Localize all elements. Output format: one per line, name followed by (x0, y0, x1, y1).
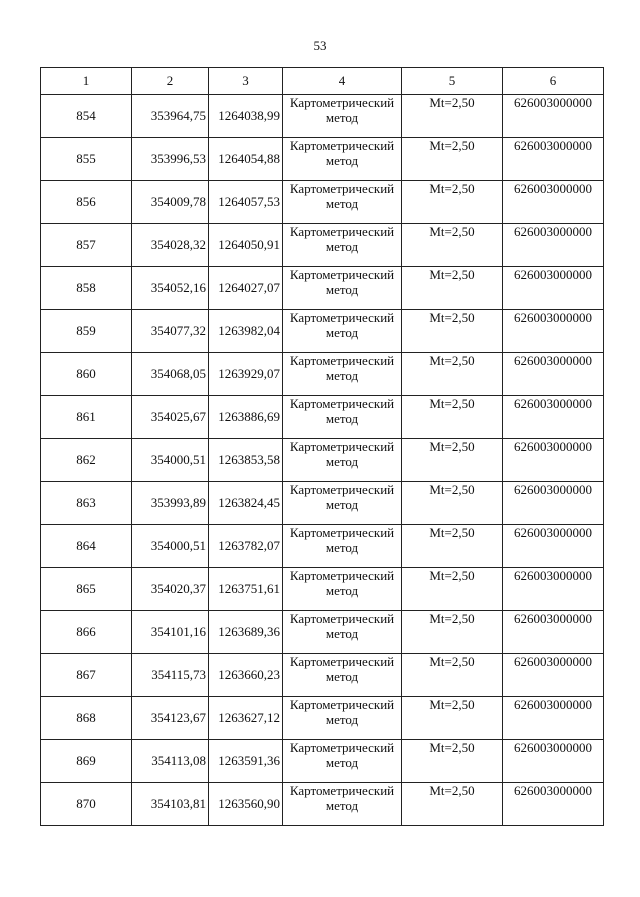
code-cell: 626003000000 (503, 439, 604, 482)
column-header-3: 3 (209, 68, 283, 95)
point-number-cell: 854 (41, 95, 132, 138)
method-line-1: Картометрический (289, 482, 395, 497)
method-cell (283, 740, 402, 783)
x-coordinate-cell: 354052,16 (132, 267, 209, 310)
code-cell: 626003000000 (503, 611, 604, 654)
x-coordinate-cell: 354123,67 (132, 697, 209, 740)
y-coordinate-cell: 1263627,12 (209, 697, 283, 740)
page-number: 53 (313, 38, 327, 53)
table-row (41, 310, 604, 353)
point-number-cell: 858 (41, 267, 132, 310)
y-coordinate-cell: 1263560,90 (209, 783, 283, 826)
accuracy-cell: Mt=2,50 (402, 224, 503, 267)
y-coordinate-cell: 1264054,88 (209, 138, 283, 181)
method-line-1: Картометрический (289, 267, 395, 282)
y-coordinate-cell: 1263591,36 (209, 740, 283, 783)
method-line-1: Картометрический (289, 95, 395, 110)
method-line-1: Картометрический (289, 525, 395, 540)
table-row (41, 568, 604, 611)
method-line-1: Картометрический (289, 654, 395, 669)
code-cell: 626003000000 (503, 138, 604, 181)
table-row (41, 439, 604, 482)
code-cell: 626003000000 (503, 654, 604, 697)
point-number-cell: 861 (41, 396, 132, 439)
method-cell (283, 482, 402, 525)
method-cell (283, 267, 402, 310)
y-coordinate-cell: 1263853,58 (209, 439, 283, 482)
code-cell: 626003000000 (503, 396, 604, 439)
table-row (41, 95, 604, 138)
table-header-row (41, 68, 604, 95)
method-line-2: метод (325, 196, 359, 211)
point-number-cell: 865 (41, 568, 132, 611)
table-row (41, 181, 604, 224)
accuracy-cell: Mt=2,50 (402, 310, 503, 353)
code-cell: 626003000000 (503, 310, 604, 353)
y-coordinate-cell: 1263689,36 (209, 611, 283, 654)
method-line-1: Картометрический (289, 611, 395, 626)
method-cell (283, 138, 402, 181)
x-coordinate-cell: 353964,75 (132, 95, 209, 138)
method-cell (283, 654, 402, 697)
accuracy-cell: Mt=2,50 (402, 439, 503, 482)
table-row (41, 654, 604, 697)
point-number-cell: 863 (41, 482, 132, 525)
accuracy-cell: Mt=2,50 (402, 267, 503, 310)
y-coordinate-cell: 1264027,07 (209, 267, 283, 310)
x-coordinate-cell: 354113,08 (132, 740, 209, 783)
x-coordinate-cell: 354068,05 (132, 353, 209, 396)
code-cell: 626003000000 (503, 224, 604, 267)
method-line-1: Картометрический (289, 181, 395, 196)
method-line-2: метод (325, 282, 359, 297)
method-line-2: метод (325, 368, 359, 383)
table-row (41, 740, 604, 783)
table-row (41, 697, 604, 740)
code-cell: 626003000000 (503, 783, 604, 826)
accuracy-cell: Mt=2,50 (402, 525, 503, 568)
accuracy-cell: Mt=2,50 (402, 654, 503, 697)
point-number-cell: 867 (41, 654, 132, 697)
table-row (41, 611, 604, 654)
method-cell (283, 568, 402, 611)
accuracy-cell: Mt=2,50 (402, 482, 503, 525)
x-coordinate-cell: 354009,78 (132, 181, 209, 224)
point-number-cell: 862 (41, 439, 132, 482)
accuracy-cell: Mt=2,50 (402, 353, 503, 396)
x-coordinate-cell: 354115,73 (132, 654, 209, 697)
accuracy-cell: Mt=2,50 (402, 783, 503, 826)
accuracy-cell: Mt=2,50 (402, 697, 503, 740)
y-coordinate-cell: 1263751,61 (209, 568, 283, 611)
x-coordinate-cell: 354077,32 (132, 310, 209, 353)
accuracy-cell: Mt=2,50 (402, 396, 503, 439)
table-row (41, 396, 604, 439)
point-number-cell: 869 (41, 740, 132, 783)
point-number-cell: 857 (41, 224, 132, 267)
code-cell: 626003000000 (503, 525, 604, 568)
method-cell (283, 224, 402, 267)
point-number-cell: 855 (41, 138, 132, 181)
method-line-2: метод (325, 411, 359, 426)
code-cell: 626003000000 (503, 568, 604, 611)
method-line-1: Картометрический (289, 224, 395, 239)
table-row (41, 525, 604, 568)
table-row (41, 138, 604, 181)
coordinates-table (40, 67, 604, 826)
accuracy-cell: Mt=2,50 (402, 181, 503, 224)
x-coordinate-cell: 353993,89 (132, 482, 209, 525)
method-line-1: Картометрический (289, 439, 395, 454)
method-line-2: метод (325, 454, 359, 469)
point-number-cell: 860 (41, 353, 132, 396)
code-cell: 626003000000 (503, 267, 604, 310)
method-line-2: метод (325, 497, 359, 512)
point-number-cell: 864 (41, 525, 132, 568)
code-cell: 626003000000 (503, 181, 604, 224)
method-cell (283, 310, 402, 353)
y-coordinate-cell: 1263660,23 (209, 654, 283, 697)
y-coordinate-cell: 1263824,45 (209, 482, 283, 525)
x-coordinate-cell: 354000,51 (132, 439, 209, 482)
column-header-6: 6 (503, 68, 604, 95)
table-row (41, 482, 604, 525)
y-coordinate-cell: 1263929,07 (209, 353, 283, 396)
table-row (41, 267, 604, 310)
x-coordinate-cell: 354103,81 (132, 783, 209, 826)
y-coordinate-cell: 1264050,91 (209, 224, 283, 267)
y-coordinate-cell: 1264038,99 (209, 95, 283, 138)
method-line-2: метод (325, 755, 359, 770)
point-number-cell: 868 (41, 697, 132, 740)
method-line-1: Картометрический (289, 396, 395, 411)
x-coordinate-cell: 354025,67 (132, 396, 209, 439)
method-line-1: Картометрический (289, 697, 395, 712)
point-number-cell: 870 (41, 783, 132, 826)
method-line-1: Картометрический (289, 740, 395, 755)
method-line-1: Картометрический (289, 568, 395, 583)
x-coordinate-cell: 354101,16 (132, 611, 209, 654)
x-coordinate-cell: 353996,53 (132, 138, 209, 181)
point-number-cell: 859 (41, 310, 132, 353)
method-line-2: метод (325, 540, 359, 555)
accuracy-cell: Mt=2,50 (402, 740, 503, 783)
code-cell: 626003000000 (503, 740, 604, 783)
x-coordinate-cell: 354020,37 (132, 568, 209, 611)
point-number-cell: 866 (41, 611, 132, 654)
method-line-1: Картометрический (289, 310, 395, 325)
x-coordinate-cell: 354028,32 (132, 224, 209, 267)
method-cell (283, 95, 402, 138)
method-line-2: метод (325, 239, 359, 254)
method-cell (283, 611, 402, 654)
accuracy-cell: Mt=2,50 (402, 611, 503, 654)
table-row (41, 224, 604, 267)
method-cell (283, 439, 402, 482)
method-line-2: метод (325, 583, 359, 598)
point-number-cell: 856 (41, 181, 132, 224)
accuracy-cell: Mt=2,50 (402, 95, 503, 138)
method-line-1: Картометрический (289, 783, 395, 798)
column-header-5: 5 (402, 68, 503, 95)
method-cell (283, 181, 402, 224)
method-cell (283, 697, 402, 740)
accuracy-cell: Mt=2,50 (402, 568, 503, 611)
code-cell: 626003000000 (503, 482, 604, 525)
method-line-2: метод (325, 153, 359, 168)
y-coordinate-cell: 1264057,53 (209, 181, 283, 224)
table-row (41, 783, 604, 826)
code-cell: 626003000000 (503, 353, 604, 396)
method-line-1: Картометрический (289, 353, 395, 368)
method-cell (283, 783, 402, 826)
method-line-1: Картометрический (289, 138, 395, 153)
method-line-2: метод (325, 669, 359, 684)
method-line-2: метод (325, 626, 359, 641)
method-line-2: метод (325, 712, 359, 727)
method-cell (283, 396, 402, 439)
method-cell (283, 353, 402, 396)
code-cell: 626003000000 (503, 95, 604, 138)
method-line-2: метод (325, 798, 359, 813)
accuracy-cell: Mt=2,50 (402, 138, 503, 181)
method-line-2: метод (325, 325, 359, 340)
y-coordinate-cell: 1263982,04 (209, 310, 283, 353)
code-cell: 626003000000 (503, 697, 604, 740)
column-header-4: 4 (283, 68, 402, 95)
table-row (41, 353, 604, 396)
method-line-2: метод (325, 110, 359, 125)
column-header-2: 2 (132, 68, 209, 95)
y-coordinate-cell: 1263782,07 (209, 525, 283, 568)
column-header-1: 1 (41, 68, 132, 95)
method-cell (283, 525, 402, 568)
x-coordinate-cell: 354000,51 (132, 525, 209, 568)
table-body (41, 95, 604, 826)
y-coordinate-cell: 1263886,69 (209, 396, 283, 439)
